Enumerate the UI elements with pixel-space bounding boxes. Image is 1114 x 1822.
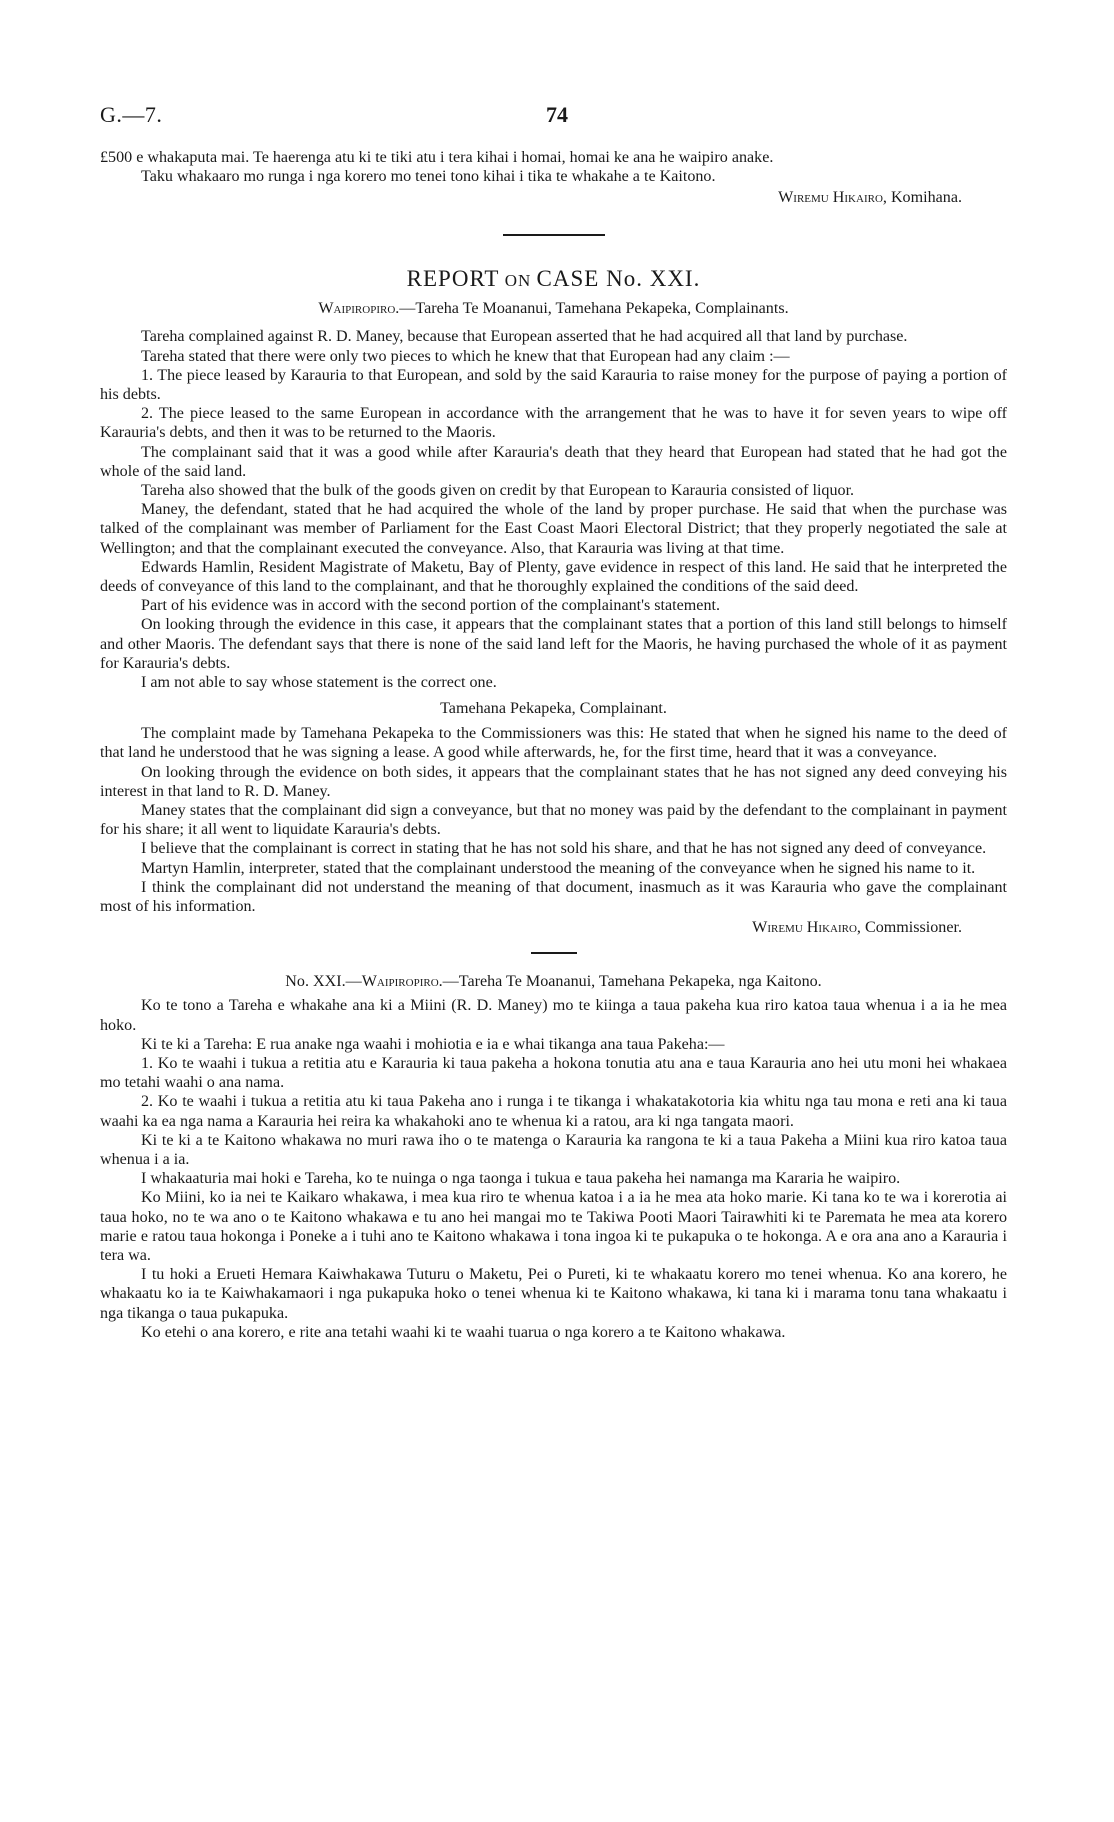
maori-paragraph: I whakaaturia mai hoki e Tareha, ko te nuinga o nga taonga i tukua e taua pakeha hei namanga ma Kararia he waipiro.: [141, 1170, 901, 1188]
report-paragraph: On looking through the evidence on both sides, it appears that the complainant states that he has not signed any deed conveying his interest in that land to R. D. Maney.: [100, 763, 1007, 800]
report-paragraph: Tareha stated that there were only two pieces to which he knew that that European had any claim :—: [141, 347, 790, 365]
page-code: G.—7.: [100, 102, 163, 127]
complainants: .—Tareha Te Moananui, Tamehana Pekapeka, Complainants.: [395, 300, 789, 318]
signature-komihana: [100, 188, 1007, 208]
report-paragraph: 2. The piece leased to the same European in accordance with the arrangement that he was to have it for seven years to wipe off Karauria's debts, and then it was to be returned to the Maoris.: [100, 405, 1007, 442]
report-paragraph: Tareha complained against R. D. Maney, because that European asserted that he had acquired all that land by purchase.: [141, 328, 908, 346]
maori-paragraph: Ko te tono a Tareha e whakahe ana ki a Miini (R. D. Maney) mo te kiinga a taua pakeha kua riro katoa taua whenua i a ia he mea hoko.: [100, 997, 1007, 1034]
report-paragraph: The complainant said that it was a good while after Karauria's death that they heard that European had stated that he had got the whole of the said land.: [100, 443, 1007, 480]
report-paragraph: Maney states that the complainant did sign a conveyance, but that no money was paid by the defendant to the complainant in payment for his share; it all went to liquidate Karauria's debts.: [100, 802, 1007, 839]
maori-paragraph: Ko Miini, ko ia nei te Kaikaro whakawa, i mea kua riro te whenua katoa i a ia he mea ata hoko marie. Ki tana ko te wa i korerotia ai taua hoko, no te wa ano o te Kaitono whakawa e tu ano hei mangai mo te Takiwa Pooti Maori Tairawhiti ki te Paremata he mea ata korero marie e ratou taua hokonga i Poneke a i tuhi ano te Kaitono whakawa i tona ingoa ki te pukapuka o te hokonga. A e ora ana ano a Karauria i tera wa.: [100, 1189, 1007, 1264]
page-number: 74: [546, 102, 568, 127]
signature-commissioner: [100, 918, 1007, 938]
heading-number: No. XXI.—: [285, 973, 362, 991]
report-subheading: [100, 299, 1007, 319]
report-paragraph: Edwards Hamlin, Resident Magistrate of Maketu, Bay of Plenty, gave evidence in respect of this land. He said that he interpreted the deeds of conveyance of this land to the complainant, and that he thoroughly explained the conditions of the said deed.: [100, 558, 1007, 596]
section-divider: [531, 952, 577, 954]
complainant-heading: Tamehana Pekapeka, Complainant.: [440, 700, 667, 718]
report-paragraph: The complaint made by Tamehana Pekapeka to the Commissioners was this: He stated that when he signed his name to the deed of that land he understood that he was signing a lease. A good while afterwards, he, for the first time, heard that it was a conveyance.: [100, 725, 1007, 762]
maori-paragraph: Ki te ki a Tareha: E rua anake nga waahi i mohiotia e ia e whai tikanga ana taua Pakeha:—: [141, 1035, 725, 1053]
signature-title: , Commissioner.: [856, 919, 962, 937]
report-paragraph: Martyn Hamlin, interpreter, stated that the complainant understood the meaning of the conveyance when he signed his name to it.: [141, 859, 976, 877]
maori-paragraph: Ki te ki a te Kaitono whakawa no muri rawa iho o te matenga o Karauria ka rangona te ki a taua Pakeha a Miini kua riro katoa taua whenua i a ia.: [100, 1131, 1007, 1168]
page-body: [100, 148, 1007, 1342]
place-name: Waipiropiro: [318, 300, 396, 318]
section-divider: [503, 234, 605, 236]
signature-title: , Komihana.: [882, 189, 962, 207]
report-paragraph: Maney, the defendant, stated that he had acquired the whole of the land by proper purchase. He said that when the purchase was talked of the complainant was member of Parliament for the East Coast Maori Electoral District; that they properly negotiated the sale at Wellington; and that the complainant executed the conveyance. Also, that Karauria was living at that time.: [100, 501, 1007, 557]
report-paragraph: 1. The piece leased by Karauria to that European, and sold by the said Karauria to raise money for the purpose of paying a portion of his debts.: [100, 366, 1007, 404]
signature-name: Wiremu Hikairo: [752, 919, 857, 937]
title-word-report: REPORT: [406, 266, 500, 292]
report-paragraph: I believe that the complainant is correct in stating that he has not sold his share, and that he has not signed any deed of conveyance.: [141, 840, 987, 858]
report-paragraph: Tareha also showed that the bulk of the goods given on credit by that European to Karauria consisted of liquor.: [141, 482, 855, 500]
prev-case-paragraph: £500 e whakaputa mai. Te haerenga atu ki te tiki atu i tera kihai i homai, homai ke ana he waipiro anake.: [100, 149, 774, 166]
maori-paragraph: I tu hoki a Erueti Hemara Kaiwhakawa Tuturu o Maketu, Pei o Pureti, ki te whakaatu korero mo tenei whenua. Ko ana korero, he whakaatu ko ia te Kaiwhakamaori i nga pukapuka hoko o tenei whenua ki te Kaitono whakawa, ki tana ki i marama tonu tana whakaatu i nga tikanga o taua pukapuka.: [100, 1266, 1007, 1322]
maori-paragraph: 1. Ko te waahi i tukua a retitia atu e Karauria ki taua pakeha a hokona tonutia atu ana e taua Karauria ano hei utu moni hei whakaea mo tetahi waahi o ana nama.: [100, 1054, 1007, 1092]
title-word-no: No.: [599, 266, 643, 292]
heading-parties: .—Tareha Te Moananui, Tamehana Pekapeka, nga Kaitono.: [438, 973, 822, 991]
title-word-on: ON: [499, 271, 537, 291]
page-header: [100, 102, 1014, 132]
title-case-number: XXI.: [642, 266, 701, 292]
title-word-case: CASE: [536, 266, 600, 292]
report-paragraph: I am not able to say whose statement is the correct one.: [141, 674, 497, 692]
place-name: Waipiropiro: [361, 973, 439, 991]
maori-paragraph: 2. Ko te waahi i tukua a retitia atu ki taua Pakeha ano i runga i te tikanga i whakatakotoria kia whitu nga tau mona e reti ana ki taua waahi ka ea nga nama a Karauria hei reira ka whakahoki ano te whenua ki a ratou, ara ki nga tangata maori.: [100, 1093, 1007, 1130]
report-paragraph: I think the complainant did not understand the meaning of that document, inasmuch as it was Karauria who gave the complainant most of his information.: [100, 878, 1007, 916]
report-paragraph: Part of his evidence was in accord with the second portion of the complainant's statement.: [141, 597, 720, 615]
prev-case-paragraph: Taku whakaaro mo runga i nga korero mo tenei tono kihai i tika te whakahe a te Kaitono.: [141, 168, 716, 186]
report-paragraph: On looking through the evidence in this case, it appears that the complainant states that a portion of this land still belongs to himself and other Maoris. The defendant says that there is none of the said land left for the Maoris, he having purchased the whole of it as payment for Karauria's debts.: [100, 616, 1007, 672]
report-title: [100, 266, 1007, 292]
maori-paragraph: Ko etehi o ana korero, e rite ana tetahi waahi ki te waahi tuarua o nga korero a te Kaitono whakawa.: [141, 1323, 786, 1341]
signature-name: Wiremu Hikairo: [778, 189, 883, 207]
maori-heading: [100, 972, 1007, 992]
